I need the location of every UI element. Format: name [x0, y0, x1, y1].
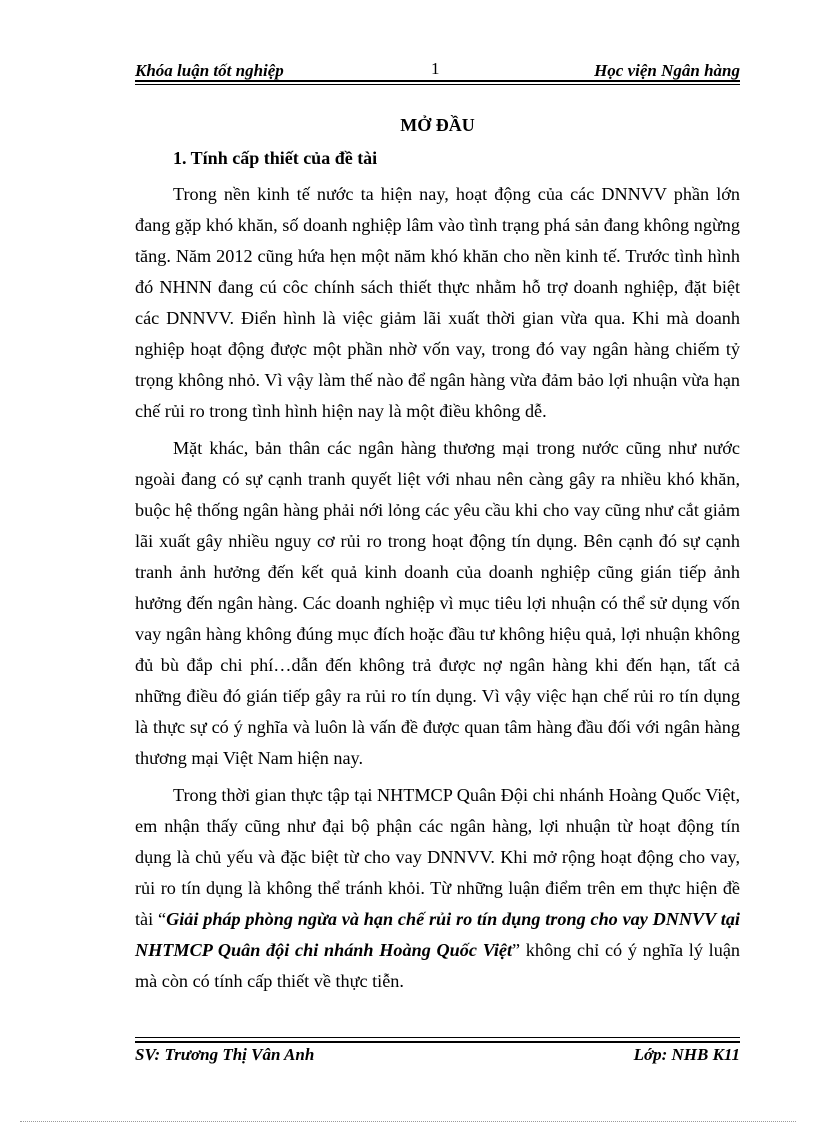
header-thesis-label: Khóa luận tốt nghiệp: [135, 61, 284, 80]
paragraph-3: [135, 780, 740, 997]
footer-rule-thick: [135, 1041, 740, 1043]
header-page-number: 1: [431, 59, 440, 78]
footer-rule-thin: [135, 1037, 740, 1038]
paragraph-3-conclusion: ” không chỉ có ý nghĩa lý luận mà còn có tính cấp thiết về thực tiễn.: [135, 940, 740, 991]
page-footer: [135, 1045, 740, 1067]
chapter-title: MỞ ĐẦU: [400, 115, 475, 135]
section-heading: 1. Tính cấp thiết của đề tài: [173, 148, 378, 168]
header-rule-thin: [135, 84, 740, 85]
page-body: [135, 112, 740, 997]
paragraph-1: Trong nền kinh tế nước ta hiện nay, hoạt động của các DNNVV phần lớn đang gặp khó khăn, số doanh nghiệp lâm vào tình trạng phá sản đang không ngừng tăng. Năm 2012 cũng hứa hẹn một năm khó khăn cho nền kinh tế. Trước tình hình đó NHNN đang cú côc chính sách thiết thực nhằm hỗ trợ doanh nghiệp, đặt biệt các DNNVV. Điển hình là việc giảm lãi xuất thời gian vừa qua. Khi mà doanh nghiệp hoạt động được một phần nhờ vốn vay, trong đó vay ngân hàng chiếm tỷ trọng không nhỏ. Vì vậy làm thế nào để ngân hàng vừa đảm bảo lợi nhuận vừa hạn chế rủi ro trong tình hình hiện nay là một điều không dễ.: [135, 184, 740, 421]
header-rule-thick: [135, 80, 740, 82]
header-institution: Học viện Ngân hàng: [594, 61, 740, 80]
thesis-topic: Giải pháp phòng ngừa và hạn chế rủi ro tín dụng trong cho vay DNNVV tại NHTMCP Quân đội chi nhánh Hoàng Quốc Việt: [135, 909, 740, 960]
footer-class: Lớp: NHB K11: [633, 1045, 740, 1064]
footer-student-name: SV: Trương Thị Vân Anh: [135, 1045, 315, 1064]
page-boundary: [20, 1121, 796, 1122]
paragraph-2: Mặt khác, bản thân các ngân hàng thương mại trong nước cũng như nước ngoài đang có sự cạnh tranh quyết liệt với nhau nên càng gây ra nhiều khó khăn, buộc hệ thống ngân hàng phải nới lỏng các yêu cầu khi cho vay cũng như cắt giảm lãi xuất gây nhiều nguy cơ rủi ro trong hoạt động tín dụng. Bên cạnh đó sự cạnh tranh ảnh hưởng đến kết quả kinh doanh của doanh nghiệp cũng gián tiếp ảnh hưởng đến ngân hàng. Các doanh nghiệp vì mục tiêu lợi nhuận có thể sử dụng vốn vay ngân hàng không đúng mục đích hoặc đầu tư không hiệu quả, lợi nhuận không đủ bù đắp chi phí…dẫn đến không trả được nợ ngân hàng khi đến hạn, tất cả những điều đó gián tiếp gây ra rủi ro tín dụng. Vì vậy việc hạn chế rủi ro tín dụng là thực sự có ý nghĩa và luôn là vấn đề được quan tâm hàng đầu đối với ngân hàng thương mại Việt Nam hiện nay.: [135, 438, 740, 768]
paragraph-3-intro: Trong thời gian thực tập tại NHTMCP Quân Đội chi nhánh Hoàng Quốc Việt, em nhận thấy cũng như đại bộ phận các ngân hàng, lợi nhuận từ hoạt động tín dụng là chủ yếu và đặc biệt từ cho vay DNNVV. Khi mở rộng hoạt động cho vay, rủi ro tín dụng là không thể tránh khỏi. Từ những luận điểm trên em thực hiện đề tài “: [135, 785, 740, 929]
